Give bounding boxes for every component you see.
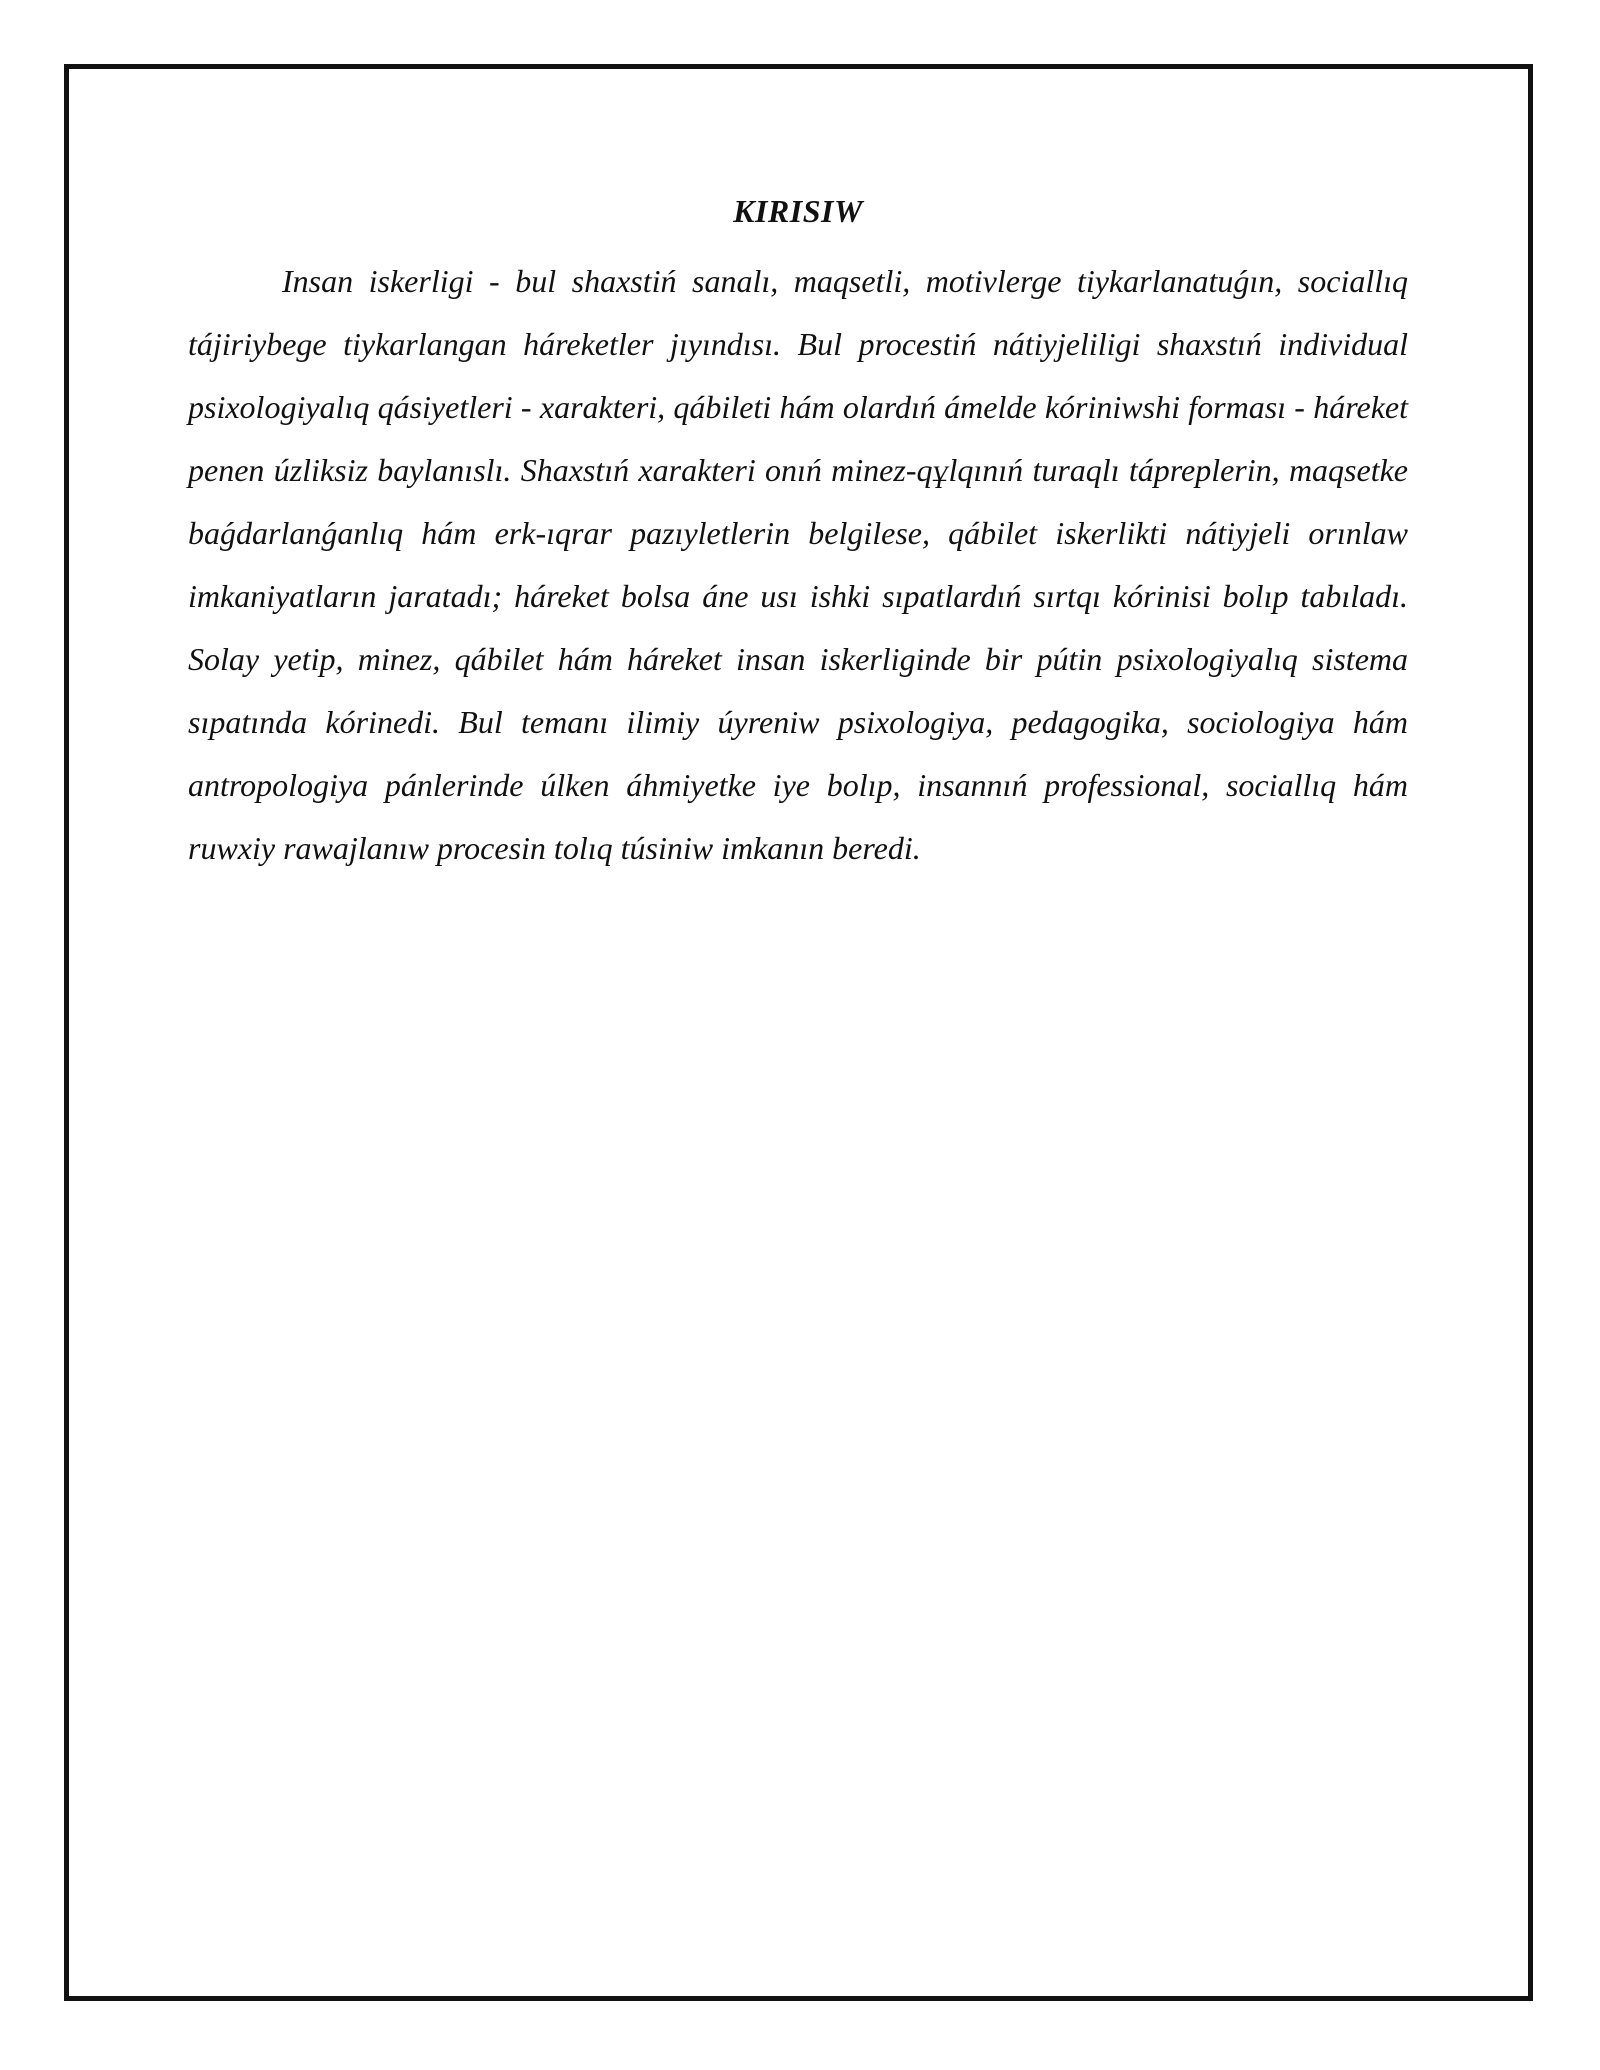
document-title: KIRISIW [733, 193, 863, 229]
document-body [188, 188, 1408, 880]
intro-paragraph: Insan iskerligi - bul shaxstiń sanalı, maqsetli, motivlerge tiykarlanatuǵın, sociallıq tájiriybege tiykarlangan háreketler jıyındısı. Bul procestiń nátiyjeliligi shaxstıń individual psixologiyalıq qásiyetleri - xarakteri, qábileti hám olardıń ámelde kóriniwshi forması - háreket penen úzliksiz baylanıslı. Shaxstıń xarakteri onıń minez-qұlqınıń turaqlı tápreplerin, maqsetke baǵdarlanǵanlıq hám erk-ıqrar pazıyletlerin belgilese, qábilet iskerlikti nátiyjeli orınlaw imkaniyatların jaratadı; háreket bolsa áne usı ishki sıpatlardıń sırtqı kórinisi bolıp tabıladı. Solay yetip, minez, qábilet hám háreket insan iskerliginde bir pútin psixologiyalıq sistema sıpatında kórinedi. Bul temanı ilimiy úyreniw psixologiya, pedagogika, sociologiya hám antropologiya pánlerinde úlken áhmiyetke iye bolıp, insannıń professional, sociallıq hám ruwxiy rawajlanıw procesin tolıq túsiniw imkanın beredi. [188, 263, 1408, 866]
